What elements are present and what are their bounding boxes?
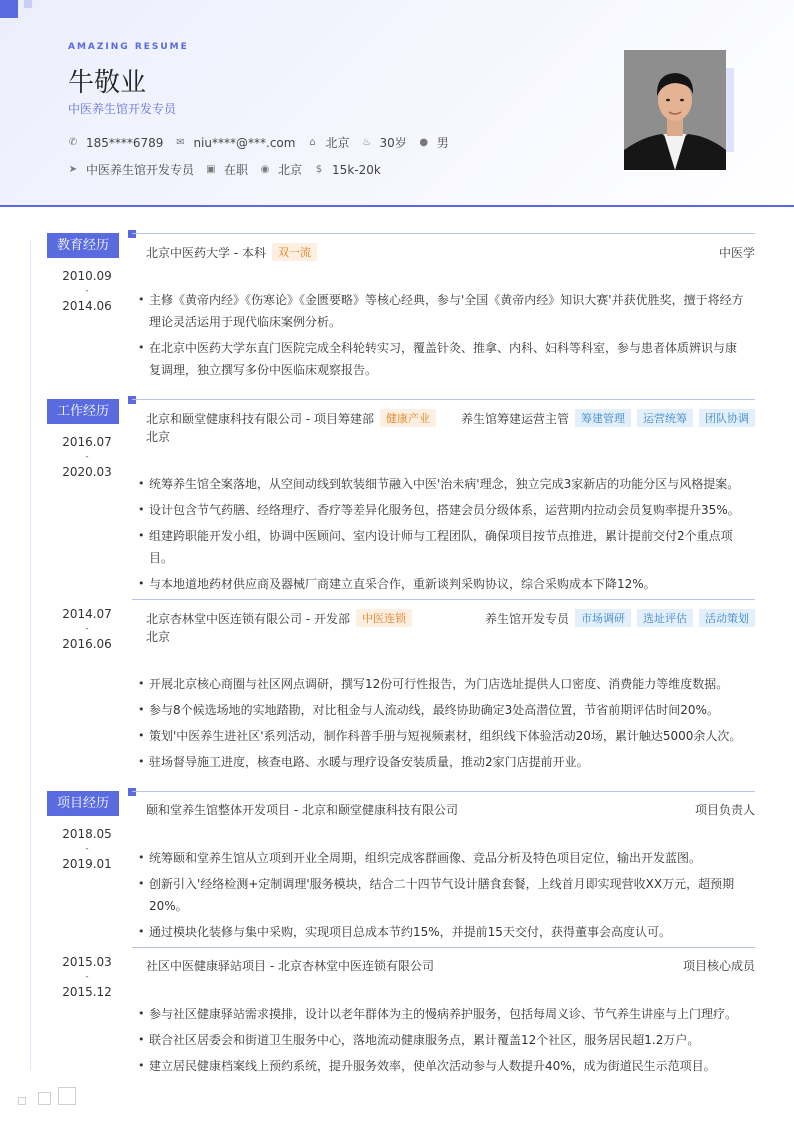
intent-row [68,161,393,178]
entry-divider [132,599,755,600]
end-date: 2014.06 [62,299,112,313]
start-date: 2010.09 [62,269,112,283]
section-marker [128,396,136,404]
list-item: • 开展北京核心商圈与社区网点调研，撰写12份可行性报告，为门店选址提供人口密度、消费能力等维度数据。 [138,673,744,695]
list-item: • 创新引入'经络检测+定制调理'服务模块，结合二十四节气设计膳食套餐，上线首月即实现营收XX万元，超预期20%。 [138,873,744,917]
salary-item [314,163,381,177]
portrait-image [624,50,726,170]
list-item: • 通过模块化装修与集中采购，实现项目总成本节约15%，并提前15天交付，获得董事会高度认可。 [138,921,744,943]
work-dates [58,430,116,484]
timeline-line [30,240,31,1070]
work-dates [58,602,116,656]
end-date: 2019.01 [62,857,112,871]
phone-icon: ✆ [68,136,78,148]
section-title-projects: 项目经历 [47,791,119,816]
status-item [206,161,248,178]
list-item: • 联合社区居委会和街道卫生服务中心，落地流动健康服务点，累计覆盖12个社区，服务居民超1.2万户。 [138,1029,744,1051]
salary-icon: $ [315,163,323,175]
decor-square [38,1092,51,1105]
gender-text: 男 [436,136,449,150]
start-date: 2016.07 [62,435,112,449]
school-name: 北京中医药大学 - 本科 [146,245,266,260]
age-item [361,134,406,151]
intent-city-text: 北京 [278,163,303,177]
education-entry-header [146,243,755,261]
intent-position-item [68,161,194,178]
project-role: 项目核心成员 [682,959,755,973]
project-bullets [138,1003,744,1081]
section-rule [132,233,755,234]
list-item: • 设计包含节气药膳、经络理疗、香疗等差异化服务包，搭建会员分级体系，运营期内拉动会员复购率提升35%。 [138,499,744,521]
intent-city-item [260,161,302,178]
location-icon: ◉ [260,163,270,175]
list-item: • 建立居民健康档案线上预约系统，提升服务效率，使单次活动参与人数提升40%，成为街道民生示范项目。 [138,1055,744,1077]
end-date: 2020.03 [62,465,112,479]
target-position: 中医养生馆开发专员 [68,102,177,116]
entry-divider [132,947,755,948]
list-item: • 参与社区健康驿站需求摸排，设计以老年群体为主的慢病养护服务，包括每周义诊、节气养生讲座与上门理疗。 [138,1003,744,1025]
section-title-work: 工作经历 [47,399,119,424]
start-date: 2014.07 [62,607,112,621]
cake-icon: ♨ [361,136,371,148]
section-rule [132,399,755,400]
candidate-name: 牛敬业 [68,68,147,98]
date-dash: - [85,286,89,296]
phone-text: 185****6789 [86,135,164,150]
project-dates [58,950,116,1004]
skill-tag: 筹建管理 [575,409,631,427]
end-date: 2016.06 [62,637,112,651]
list-item: • 在北京中医药大学东直门医院完成全科轮转实习，覆盖针灸、推拿、内科、妇科等科室，参与患者体质辨识与康复调理，独立撰写多份中医临床观察报告。 [138,337,744,381]
school-tag: 双一流 [272,243,317,261]
start-date: 2018.05 [62,827,112,841]
industry-tag: 健康产业 [380,409,436,427]
industry-tag: 中医连锁 [356,609,412,627]
age-text: 30岁 [379,136,407,150]
email-item [175,136,295,150]
project-name: 社区中医健康驿站项目 - 北京杏林堂中医连锁有限公司 [146,959,434,973]
decor-square [58,1087,76,1105]
salary-text: 15k-20k [332,162,381,177]
project-entry-header [146,957,755,974]
section-rule [132,791,755,792]
city-item [307,134,349,151]
section-marker [128,788,136,796]
resume-header [0,0,794,207]
work-bullets [138,473,744,599]
skill-tag: 团队协调 [699,409,755,427]
skill-tag: 运营统筹 [637,409,693,427]
list-item: • 驻场督导施工进度，核查电路、水暖与理疗设备安装质量，推动2家门店提前开业。 [138,751,744,773]
phone-item [68,136,163,150]
project-bullets [138,847,744,947]
gender-icon: ● [419,136,429,148]
decor-square [0,0,18,18]
list-item: • 参与8个候选场地的实地踏勘，对比租金与人流动线，最终协助确定3处高潜位置，节省前期评估时间20%。 [138,699,744,721]
briefcase-icon: ▣ [206,163,216,175]
work-city: 北京 [146,430,171,444]
list-item: • 主修《黄帝内经》《伤寒论》《金匮要略》等核心经典，参与'全国《黄帝内经》知识大赛'并获优胜奖，擅于将经方理论灵活运用于现代临床案例分析。 [138,289,744,333]
date-dash: - [85,624,89,634]
section-marker [128,230,136,238]
work-entry-header [146,409,755,427]
list-item: • 组建跨职能开发小组，协调中医顾问、室内设计师与工程团队，确保项目按节点推进，累计提前交付2个重点项目。 [138,525,744,569]
date-dash: - [85,452,89,462]
list-item: • 策划'中医养生进社区'系列活动，制作科普手册与短视频素材，组织线下体验活动20场，累计触达5000余人次。 [138,725,744,747]
section-title-education: 教育经历 [47,233,119,258]
job-title: 养生馆筹建运营主管 [460,411,569,426]
company-name: 北京和颐堂健康科技有限公司 - 项目筹建部 [146,411,374,426]
date-dash: - [85,972,89,982]
skill-tag: 市场调研 [575,609,631,627]
job-title: 养生馆开发专员 [484,611,569,626]
project-dates [58,822,116,876]
project-role: 项目负责人 [694,803,755,817]
city-text: 北京 [325,136,350,150]
skill-tag: 选址评估 [637,609,693,627]
major: 中医学 [718,245,755,260]
education-bullets [138,289,744,385]
date-dash: - [85,844,89,854]
project-name: 颐和堂养生馆整体开发项目 - 北京和颐堂健康科技有限公司 [146,803,458,817]
project-entry-header [146,801,755,818]
decor-square [18,1097,26,1105]
list-item: • 与本地道地药材供应商及器械厂商建立直采合作，重新谈判采购协议，综合采购成本下降12%。 [138,573,744,595]
education-dates [58,264,116,318]
start-date: 2015.03 [62,955,112,969]
profile-photo [624,50,726,170]
work-entry-header [146,609,755,627]
contact-row [68,134,461,151]
status-text: 在职 [224,163,249,177]
work-city: 北京 [146,630,171,644]
skill-tag: 活动策划 [699,609,755,627]
email-text: niu****@***.com [193,135,296,150]
gender-item [419,134,449,151]
list-item: • 统筹颐和堂养生馆从立项到开业全周期，组织完成客群画像、竞品分析及特色项目定位，输出开发蓝图。 [138,847,744,869]
company-name: 北京杏林堂中医连锁有限公司 - 开发部 [146,611,350,626]
work-bullets [138,673,744,777]
end-date: 2015.12 [62,985,112,999]
send-icon: ➤ [68,163,78,175]
list-item: • 统筹养生馆全案落地，从空间动线到软装细节融入中医'治未病'理念，独立完成3家新店的功能分区与风格提案。 [138,473,744,495]
mail-icon: ✉ [176,136,185,148]
resume-eyebrow: AMAZING RESUME [68,42,189,52]
decor-square-small [24,0,32,8]
home-icon: ⌂ [309,136,316,148]
intent-position-text: 中医养生馆开发专员 [86,163,195,177]
